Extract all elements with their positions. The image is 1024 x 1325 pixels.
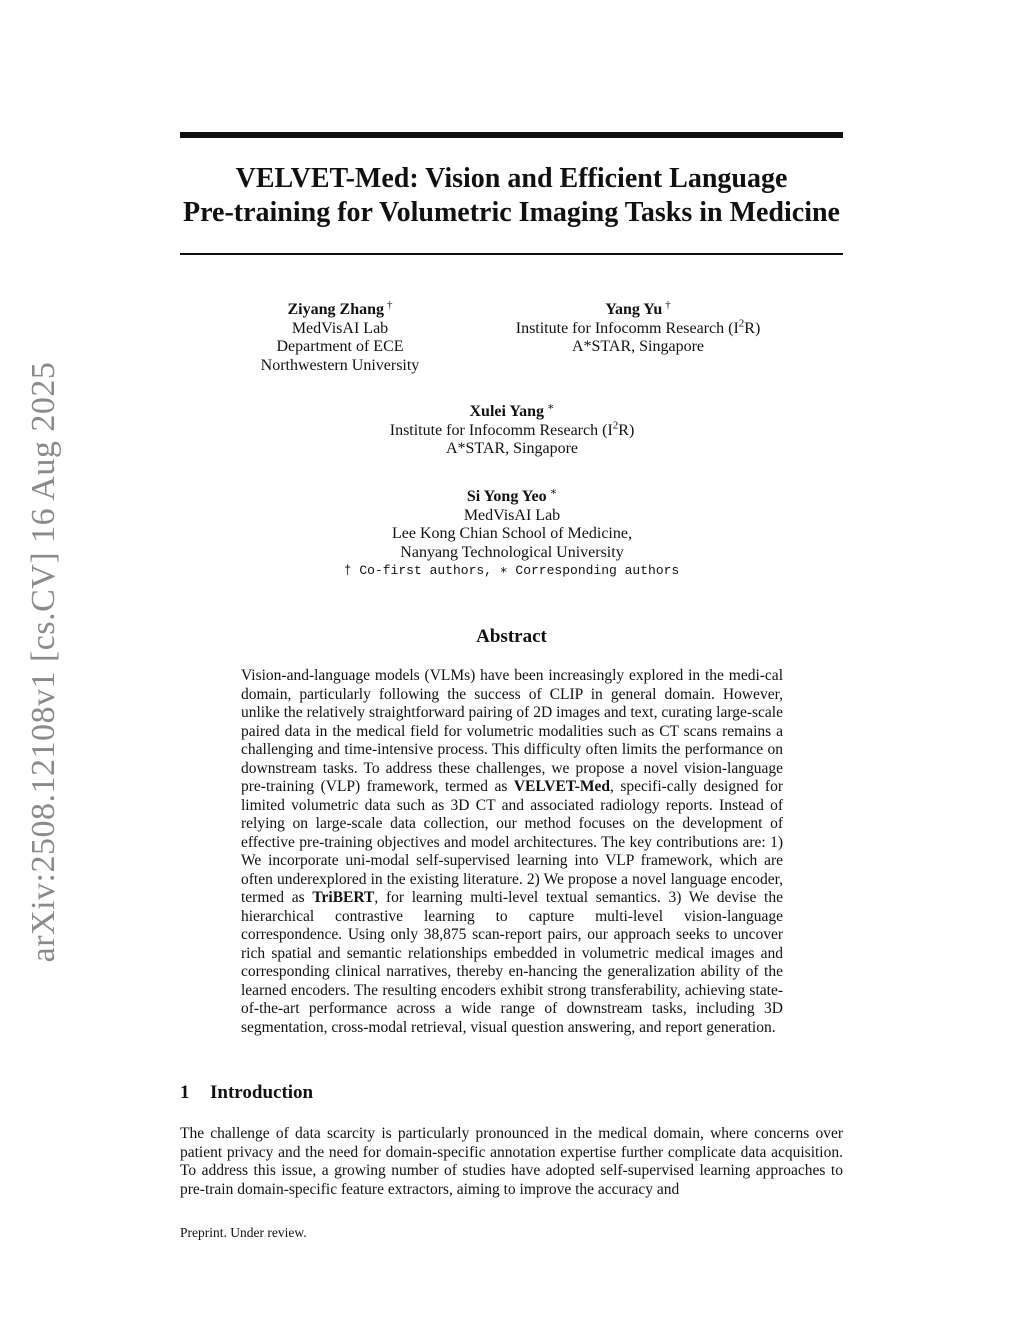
author-name: Si Yong Yeo: [466, 488, 547, 505]
affiliation-line: [488, 317, 788, 339]
title-top-rule: [180, 132, 843, 138]
affiliation-line: MedVisAI Lab: [463, 506, 561, 524]
affiliation-line: [362, 419, 662, 441]
author-xulei-yang: [362, 400, 662, 459]
affiliation-line: Nanyang Technological University: [400, 543, 624, 561]
author-name: Yang Yu: [605, 301, 663, 318]
section-title: Introduction: [210, 1082, 314, 1103]
arxiv-identifier: arXiv:2508.12108v1 [cs.CV] 16 Aug 2025: [25, 361, 62, 963]
author-mark: ∗: [549, 485, 558, 498]
affiliation-line: Northwestern University: [260, 356, 420, 374]
author-name-line: [362, 485, 662, 507]
paper-title: [180, 162, 843, 230]
abstract-body: [241, 667, 783, 1037]
affiliation-superscript: 2: [612, 419, 619, 432]
title-line-2: Pre-training for Volumetric Imaging Tasks in Medicine: [183, 197, 840, 228]
introduction-heading: [180, 1082, 313, 1104]
affiliation-line: A*STAR, Singapore: [571, 338, 705, 355]
abstract-text: , specifi-cally designed for limited volumetric data such as 3D CT and associated radiology reports. Instead of relying on large-scale data collection, our method focuses on the development of effective pre-training objectives and model architectures. The key contributions are: 1) We incorporate uni-modal self-supervised learning into VLP framework, which are often underexplored in the existing literature. 2) We propose a novel language encoder, termed as: [241, 778, 783, 906]
abstract-text: Vision-and-language models (VLMs) have been increasingly explored in the medi-cal domain, particularly following the success of CLIP in general domain. However, unlike the relatively straightforward pairing of 2D images and text, curating large-scale paired data in the medical field for volumetric modalities such as CT scans remains a challenging and time-intensive process. This difficulty often limits the performance on downstream tasks. To address these challenges, we propose a novel vision-language pre-training (VLP) framework, termed as: [241, 667, 783, 795]
section-number: 1: [180, 1082, 190, 1103]
author-si-yong-yeo: [362, 485, 662, 562]
author-note: † Co-first authors, ∗ Corresponding authors: [343, 563, 680, 578]
affiliation-text: R): [744, 319, 761, 337]
author-yang-yu: [488, 298, 788, 357]
abstract-text: , for learning multi-level textual semantics. 3) We devise the hierarchical contrastive learning to capture multi-level vision-language correspondence. Using only 38,875 scan-report pairs, our approach seeks to uncover rich spatial and semantic relationships embedded in volumetric medical images and corresponding clinical narratives, thereby en-hancing the generalization ability of the learned encoders. The resulting encoders exhibit strong transferability, achieving state-of-the-art performance across a wide range of downstream tasks, including 3D segmentation, cross-modal retrieval, visual question answering, and report generation.: [241, 889, 783, 1036]
affiliation-text: Institute for Infocomm Research (I: [515, 319, 739, 337]
author-mark: ∗: [547, 400, 555, 413]
affiliation-line: Department of ECE: [276, 338, 404, 355]
author-name: Xulei Yang: [469, 403, 545, 420]
author-name: Ziyang Zhang: [287, 301, 384, 318]
title-line-1: VELVET-Med: Vision and Efficient Language: [235, 163, 788, 194]
footer-note: Preprint. Under review.: [180, 1225, 307, 1240]
affiliation-line: Lee Kong Chian School of Medicine,: [392, 525, 632, 542]
affiliation-superscript: 2: [738, 317, 745, 330]
author-mark: †: [665, 298, 671, 311]
title-bottom-rule: [180, 253, 843, 255]
author-mark: †: [386, 298, 393, 311]
abstract-term-tribert: TriBERT: [312, 889, 375, 906]
author-name-line: [240, 298, 440, 320]
abstract-term-velvet-med: VELVET-Med: [513, 778, 610, 795]
affiliation-line: A*STAR, Singapore: [445, 440, 579, 457]
introduction-body: The challenge of data scarcity is particularly pronounced in the medical domain, where concerns over patient privacy and the need for domain-specific annotation expertise further complicate data acquisition. To address this issue, a growing number of studies have adopted self-supervised learning approaches to pre-train domain-specific feature extractors, aiming to improve the accuracy and: [180, 1125, 843, 1198]
abstract-heading: Abstract: [476, 626, 547, 647]
author-ziyang-zhang: [240, 298, 440, 375]
affiliation-text: R): [618, 421, 635, 439]
affiliation-text: Institute for Infocomm Research (I: [389, 421, 613, 439]
affiliation-line: MedVisAI Lab: [291, 319, 389, 337]
